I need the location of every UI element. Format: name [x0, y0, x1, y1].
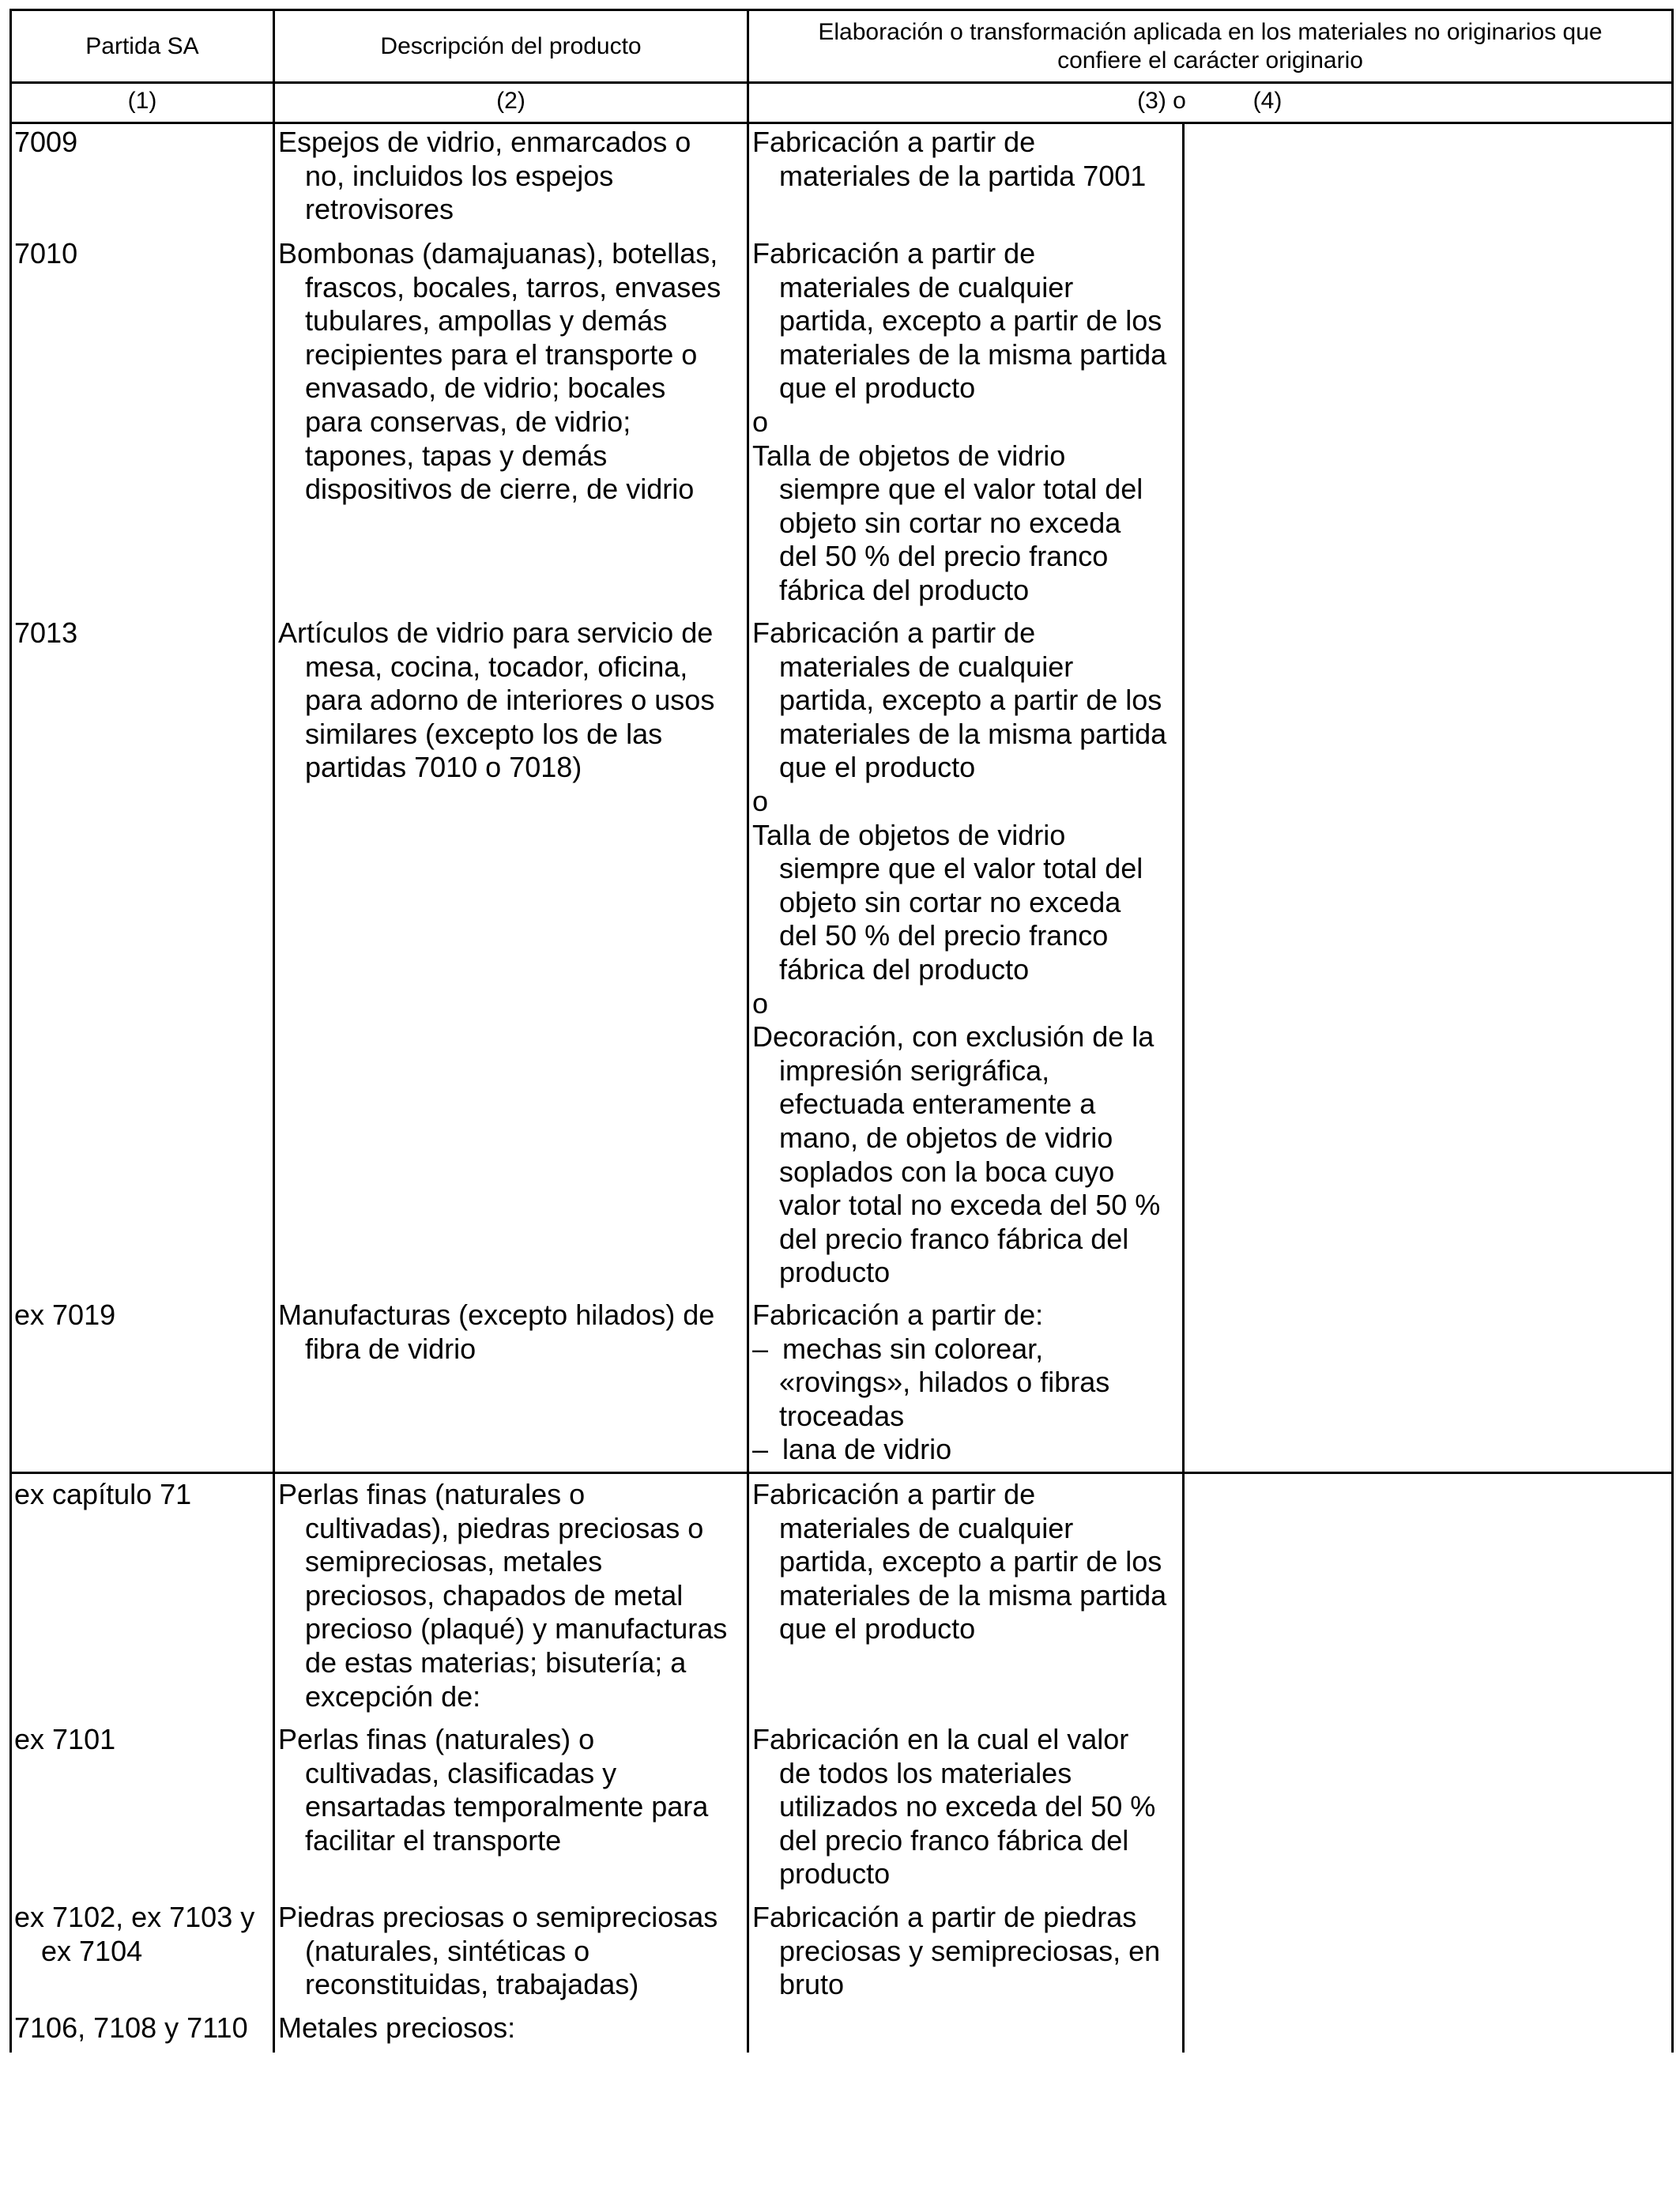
header-working-processing: [749, 11, 1671, 81]
rule-line: Fabricación a partir de: [752, 1478, 1036, 1510]
rule-line: materiales de la partida 7001: [779, 159, 1147, 192]
header-divider: [9, 81, 1674, 84]
column-number-2: (2): [496, 88, 525, 114]
rule-or-separator: o: [752, 784, 769, 817]
description-line: no, incluidos los espejos: [305, 159, 614, 192]
row-ex7019-rule: [752, 1299, 1109, 1467]
row-ex-chapter-71-description: [278, 1478, 727, 1713]
rule-or-separator: o: [752, 986, 769, 1020]
description-line: Espejos de vidrio, enmarcados o: [278, 126, 691, 158]
rule-line: soplados con la boca cuyo: [779, 1155, 1115, 1188]
rule-line: siempre que el valor total del: [779, 852, 1143, 885]
header-product-description: [275, 11, 747, 81]
description-line: recipientes para el transporte o: [305, 337, 698, 371]
rule-line: objeto sin cortar no exceda: [779, 885, 1121, 918]
rule-line: Fabricación a partir de: [752, 237, 1036, 270]
code-line: ex 7019: [14, 1299, 116, 1331]
rule-line: Fabricación a partir de: [752, 616, 1036, 649]
rule-line: bruto: [779, 1968, 845, 2001]
description-line: fibra de vidrio: [305, 1332, 477, 1365]
row-7009-description: [278, 126, 691, 227]
description-line: excepción de:: [305, 1679, 481, 1713]
code-line: 7010: [14, 237, 78, 270]
description-line: tapones, tapas y demás: [305, 439, 608, 472]
rule-line: Fabricación a partir de piedras: [752, 1901, 1137, 1933]
rule-line: del precio franco fábrica del: [779, 1222, 1129, 1255]
row-ex7019-code: [14, 1299, 115, 1333]
description-line: mesa, cocina, tocador, oficina,: [305, 650, 688, 683]
table-right-border: [1671, 9, 1674, 2053]
header-product-description-text: Descripción del producto: [380, 32, 642, 59]
dash-marker: –: [752, 1433, 769, 1466]
description-line: Metales preciosos:: [278, 2011, 516, 2044]
row-ex7101-description: [278, 1723, 708, 1857]
row-ex-chapter-71-rule: [752, 1478, 1166, 1646]
description-line: facilitar el transporte: [305, 1823, 562, 1857]
row-7010-rule: [752, 237, 1166, 608]
description-line: preciosos, chapados de metal: [305, 1578, 684, 1612]
section-divider: [9, 1472, 1674, 1474]
code-line: 7106, 7108 y 7110: [14, 2011, 248, 2044]
description-line: similares (excepto los de las: [305, 717, 663, 750]
rule-line: «rovings», hilados o fibras: [779, 1366, 1110, 1399]
row-7009-rule: [752, 126, 1146, 193]
rule-line: Decoración, con exclusión de la: [752, 1020, 1155, 1054]
rule-line: objeto sin cortar no exceda: [779, 506, 1121, 539]
rule-line: fábrica del producto: [779, 952, 1030, 986]
description-line: Artículos de vidrio para servicio de: [278, 616, 714, 649]
number-row-divider: [9, 122, 1674, 124]
row-ex7102-7104-code: [14, 1901, 254, 1968]
rule-line: materiales de la misma partida: [779, 717, 1167, 750]
rule-line: Talla de objetos de vidrio: [752, 439, 1066, 472]
rule-line: que el producto: [779, 371, 976, 405]
code-line: 7013: [14, 616, 78, 649]
description-line: para adorno de interiores o usos: [305, 684, 715, 717]
row-ex7101-code: [14, 1723, 115, 1757]
code-line: ex 7102, ex 7103 y: [14, 1901, 255, 1933]
rule-line: troceadas: [779, 1399, 905, 1432]
rule-line: siempre que el valor total del: [779, 473, 1143, 506]
row-7106-7110-description: [278, 2011, 515, 2045]
rule-line: materiales de cualquier: [779, 270, 1074, 303]
header-hs-heading-text: Partida SA: [85, 32, 199, 59]
description-line: reconstituidas, trabajadas): [305, 1968, 639, 2001]
row-ex-chapter-71-code: [14, 1478, 191, 1512]
header-hs-heading: [12, 11, 273, 81]
description-line: de estas materias; bisutería; a: [305, 1646, 687, 1679]
code-line: ex capítulo 71: [14, 1478, 192, 1510]
column-divider-2: [747, 9, 749, 2053]
code-line: ex 7104: [41, 1934, 143, 1967]
column-number-3: (3) o: [1137, 88, 1186, 114]
rule-line: partida, excepto a partir de los: [779, 684, 1162, 717]
header-working-processing-line-1: Elaboración o transformación aplicada en los materiales no originarios que: [818, 18, 1603, 45]
rule-line: impresión serigráfica,: [779, 1054, 1050, 1087]
rule-dash-item: [752, 1333, 1109, 1367]
rule-line: Fabricación a partir de: [752, 126, 1036, 158]
rule-line: que el producto: [779, 1612, 976, 1646]
description-line: dispositivos de cierre, de vidrio: [305, 473, 695, 506]
rule-line: del 50 % del precio franco: [779, 540, 1109, 573]
code-line: 7009: [14, 126, 78, 158]
row-ex7102-7104-description: [278, 1901, 718, 2002]
description-line: (naturales, sintéticas o: [305, 1934, 590, 1967]
rule-or-separator: o: [752, 405, 769, 438]
rule-line: producto: [779, 1857, 891, 1891]
header-working-processing-line-2: confiere el carácter originario: [1057, 47, 1363, 74]
description-line: Piedras preciosas o semipreciosas: [278, 1901, 718, 1933]
row-ex7019-description: [278, 1299, 714, 1366]
row-ex7102-7104-rule: [752, 1901, 1160, 2002]
column-divider-1: [273, 9, 275, 2053]
row-7106-7110-code: [14, 2011, 248, 2045]
table-left-border: [9, 9, 12, 2053]
row-7009-code: [14, 126, 77, 160]
rule-line: Fabricación a partir de:: [752, 1299, 1044, 1331]
rule-dash-item-text: mechas sin colorear,: [782, 1332, 1044, 1365]
column-number-4: (4): [1252, 88, 1283, 114]
rule-line: efectuada enteramente a: [779, 1088, 1096, 1121]
description-line: cultivadas), piedras preciosas o: [305, 1511, 704, 1544]
description-line: frascos, bocales, tarros, envases: [305, 270, 721, 303]
rule-line: partida, excepto a partir de los: [779, 304, 1162, 337]
description-line: Bombonas (damajuanas), botellas,: [278, 237, 718, 270]
rule-line: del precio franco fábrica del: [779, 1823, 1129, 1857]
rule-line: materiales de la misma partida: [779, 337, 1167, 371]
rule-line: de todos los materiales: [779, 1756, 1072, 1789]
column-divider-3: [1182, 122, 1185, 2053]
description-line: precioso (plaqué) y manufacturas: [305, 1612, 728, 1646]
rule-dash-item-text: lana de vidrio: [782, 1433, 952, 1466]
description-line: ensartadas temporalmente para: [305, 1790, 709, 1823]
description-line: cultivadas, clasificadas y: [305, 1756, 617, 1789]
rule-line: mano, de objetos de vidrio: [779, 1121, 1113, 1154]
description-line: partidas 7010 o 7018): [305, 751, 582, 784]
rule-line: producto: [779, 1256, 891, 1289]
rule-line: que el producto: [779, 751, 976, 784]
rule-line: Talla de objetos de vidrio: [752, 818, 1066, 851]
description-line: Perlas finas (naturales) o: [278, 1723, 595, 1755]
rule-line: del 50 % del precio franco: [779, 919, 1109, 952]
description-line: semipreciosas, metales: [305, 1545, 603, 1578]
rule-line: Fabricación en la cual el valor: [752, 1723, 1129, 1755]
column-number-1: (1): [127, 88, 157, 114]
row-7010-code: [14, 237, 77, 271]
rule-line: preciosas y semipreciosas, en: [779, 1934, 1161, 1967]
rule-line: fábrica del producto: [779, 573, 1030, 606]
description-line: retrovisores: [305, 193, 454, 226]
row-7013-code: [14, 616, 77, 650]
row-7013-rule: [752, 616, 1166, 1290]
row-7010-description: [278, 237, 721, 507]
rule-line: materiales de cualquier: [779, 650, 1074, 683]
description-line: tubulares, ampollas y demás: [305, 304, 668, 337]
row-7013-description: [278, 616, 714, 785]
rule-line: materiales de cualquier: [779, 1511, 1074, 1544]
description-line: Manufacturas (excepto hilados) de: [278, 1299, 715, 1331]
rule-dash-item: [752, 1433, 1109, 1467]
description-line: Perlas finas (naturales o: [278, 1478, 586, 1510]
rule-line: partida, excepto a partir de los: [779, 1545, 1162, 1578]
dash-marker: –: [752, 1332, 769, 1365]
description-line: envasado, de vidrio; bocales: [305, 371, 666, 405]
row-ex7101-rule: [752, 1723, 1155, 1891]
rule-line: utilizados no exceda del 50 %: [779, 1790, 1156, 1823]
code-line: ex 7101: [14, 1723, 116, 1755]
rule-line: valor total no exceda del 50 %: [779, 1189, 1161, 1222]
description-line: para conservas, de vidrio;: [305, 405, 631, 438]
rule-line: materiales de la misma partida: [779, 1578, 1167, 1612]
